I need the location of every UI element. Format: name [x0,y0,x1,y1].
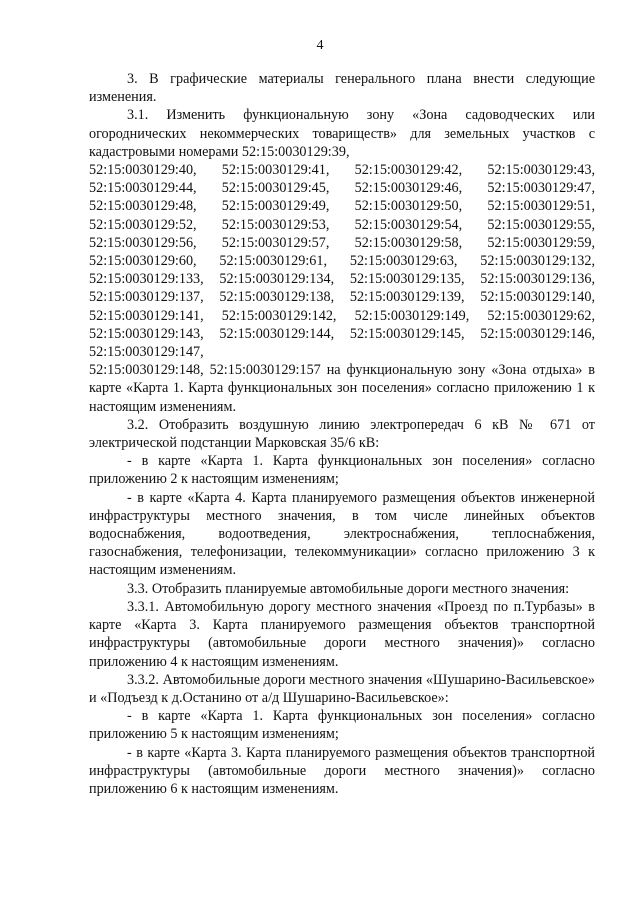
paragraph-3-3-2: 3.3.2. Автомобильные дороги местного значения «Шушарино-Васильевское» и «Подъезд к д.Останино от а/д Шушарино-Васильевское»: [89,671,595,706]
paragraph-3-2: 3.2. Отобразить воздушную линию электропередач 6 кВ № 671 от электрической подстанции Марковская 35/6 кВ: [89,416,595,452]
paragraph-3-3-1: 3.3.1. Автомобильную дорогу местного значения «Проезд по п.Турбазы» в карте «Карта 3. Карта планируемого размещения объектов транспортной инфраструктуры (автомобильные дороги местного значения)» согласно приложению 4 к настоящим изменениям. [89,598,595,670]
paragraph-3-3-2-item-b: - в карте «Карта 3. Карта планируемого размещения объектов транспортной инфраструктуры (автомобильные дороги местного значения)» согласно приложению 6 к настоящим изменениям. [89,744,595,797]
paragraph-3-2-item-b: - в карте «Карта 4. Карта планируемого размещения объектов инженерной инфраструктуры местного значения, в том числе линейных объектов водоснабжения, водоотведения, электроснабжения, теплоснабжения, газоснабжения, телефонизации, телекоммуникации» согласно приложению 3 к настоящим изменениям. [89,489,595,579]
page-number: 4 [316,38,324,53]
paragraph-3-2-item-a: - в карте «Карта 1. Карта функциональных зон поселения» согласно приложению 2 к настоящим изменениям; [89,453,595,488]
paragraph-3-1-end: 52:15:0030129:148, 52:15:0030129:157 на функциональную зону «Зона отдыха» в карте «Карта 1. Карта функциональных зон поселения» согласно приложению 1 к настоящим изменениям. [89,362,595,415]
paragraph-3: 3. В графические материалы генерального плана внести следующие изменения. [89,71,595,106]
document-body [89,70,595,798]
cadastral-numbers-list: 52:15:0030129:40, 52:15:0030129:41, 52:15:0030129:42, 52:15:0030129:43, 52:15:0030129:44, 52:15:0030129:45, 52:15:0030129:46, 52:15:0030129:47, 52:15:0030129:48, 52:15:0030129:49, 52:15:0030129:50, 52:15:0030129:51, 52:15:0030129:52, 52:15:0030129:53, 52:15:0030129:54, 52:15:0030129:55, 52:15:0030129:56, 52:15:0030129:57, 52:15:0030129:58, 52:15:0030129:59, 52:15:0030129:60, 52:15:0030129:61, 52:15:0030129:63, 52:15:0030129:132, 52:15:0030129:133, 52:15:0030129:134, 52:15:0030129:135, 52:15:0030129:136, 52:15:0030129:137, 52:15:0030129:138, 52:15:0030129:139, 52:15:0030129:140, 52:15:0030129:141, 52:15:0030129:142, 52:15:0030129:149, 52:15:0030129:62, 52:15:0030129:143, 52:15:0030129:144, 52:15:0030129:145, 52:15:0030129:146, 52:15:0030129:147, [89,162,595,361]
paragraph-3-3: 3.3. Отобразить планируемые автомобильные дороги местного значения: [127,580,570,597]
paragraph-3-1: 3.1. Изменить функциональную зону «Зона садоводческих или огороднических некоммерческих товариществ» для земельных участков с кадастровыми номерами 52:15:0030129:39, [89,107,595,160]
paragraph-3-3-2-item-a: - в карте «Карта 1. Карта функциональных зон поселения» согласно приложению 5 к настоящим изменениям; [89,708,595,743]
